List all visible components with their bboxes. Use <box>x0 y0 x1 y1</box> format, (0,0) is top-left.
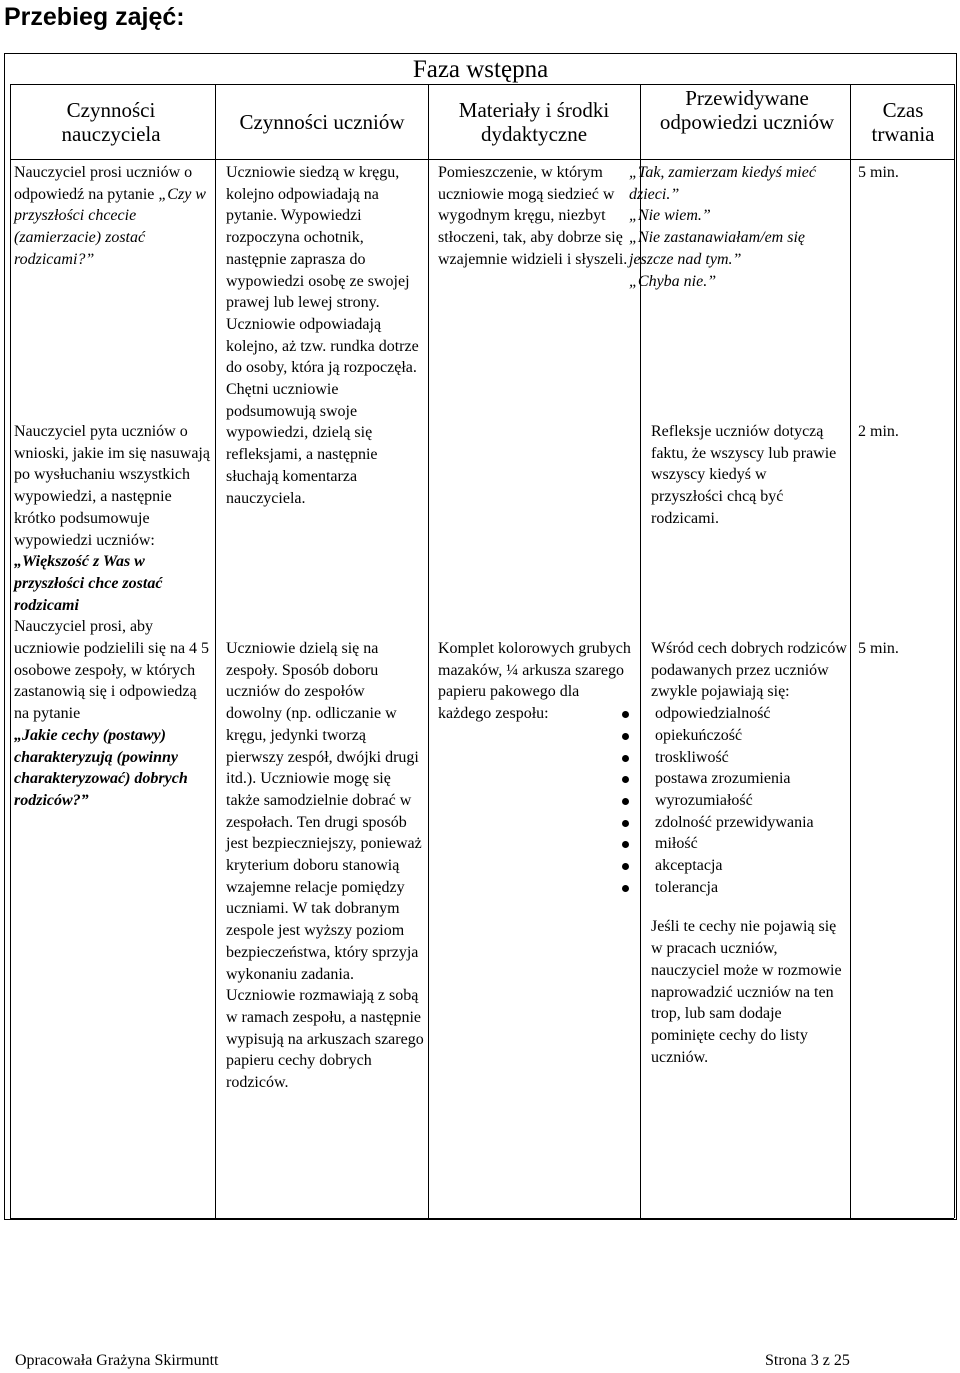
time-cell-1: 5 min. <box>858 164 899 181</box>
answers-text: Refleksje uczniów dotyczą faktu, że wszyscy lub prawie wszyscy kiedyś w przyszłości chcą być rodzicami. <box>651 423 837 527</box>
header-materials: Materiały i środki dydaktyczne <box>458 98 610 146</box>
list-item: opiekuńczość <box>635 725 847 747</box>
students-cell-1 <box>226 162 424 509</box>
list-item: miłość <box>635 833 847 855</box>
page-heading: Przebieg zajęć: <box>4 3 185 31</box>
answers-cell-1 <box>629 162 847 302</box>
teacher-text: Nauczyciel pyta uczniów o wnioski, jakie im się nasuwają po wysłuchaniu wszystkich wypowiedzi, a następnie krótko podsumowuje wypowiedzi uczniów: <box>14 423 210 549</box>
footer-author: Opracowała Grażyna Skirmuntt <box>15 1352 219 1369</box>
grid-line <box>10 84 954 85</box>
materials-cell-3 <box>438 638 634 725</box>
section-title: Faza wstępna <box>412 56 549 83</box>
teacher-question: „Jakie cechy (postawy) charakteryzują (powinny charakteryzować) dobrych rodziców?” <box>14 726 188 809</box>
grid-line <box>10 1218 954 1219</box>
footer-page-number: Strona 3 z 25 <box>765 1352 850 1369</box>
grid-line <box>10 159 954 160</box>
teacher-question: „Czy w przyszłości chcecie (zamierzacie) zostać rodzicami?” <box>14 185 206 268</box>
grid-line <box>10 84 11 1218</box>
answer-item: „Nie zastanawiałam/em się jeszcze nad tym.” <box>629 229 806 268</box>
teacher-summary: „Większość z Was w przyszłości chce zostać rodzicami <box>14 553 163 614</box>
grid-line <box>850 84 851 1218</box>
grid-line <box>954 84 955 1218</box>
header-expected-answers: Przewidywane odpowiedzi uczniów <box>659 86 835 134</box>
answer-item: „Tak, zamierzam kiedyś mieć dzieci.” <box>629 164 816 203</box>
answers-outro: Jeśli te cechy nie pojawią się w pracach uczniów, nauczyciel może w rozmowie naprowadzić uczniów na ten trop, lub sam dodaje pominięte cechy do listy uczniów. <box>651 918 842 1066</box>
list-item: troskliwość <box>635 747 847 769</box>
teacher-cell-2 <box>14 421 212 812</box>
answers-cell-2 <box>651 421 841 530</box>
answers-cell-3 <box>651 638 847 1068</box>
answers-intro: Wśród cech dobrych rodziców podawanych przez uczniów zwykle pojawiają się: <box>651 640 847 701</box>
header-teacher-activities: Czynności nauczyciela <box>61 98 161 146</box>
header-duration: Czas trwania <box>871 98 935 146</box>
students-text: Chętni uczniowie podsumowują swoje wypowiedzi, dzielą się refleksjami, a następnie słuchają komentarza nauczyciela. <box>226 381 378 507</box>
list-item: wyrozumiałość <box>635 790 847 812</box>
materials-cell-1 <box>438 162 634 271</box>
traits-list <box>635 703 847 898</box>
list-item: odpowiedzialność <box>635 703 847 725</box>
time-cell-2: 2 min. <box>858 423 899 440</box>
header-student-activities: Czynności uczniów <box>239 110 405 134</box>
students-text: Uczniowie dzielą się na zespoły. Sposób doboru uczniów do zespołów dowolny (np. odliczanie w kręgu, jedynki tworzą pierwszy zespół, dwójki drugi itd.). Uczniowie mogę się także samodzielnie dobrać w zespołach. Ten drugi sposób jest bezpieczniejszy, ponieważ kryterium doboru stanowią wzajemne relacje pomiędzy uczniami. W tak dobranym zespole jest wyższy poziom bezpieczeństwa, który sprzyja wykonaniu zadania. Uczniowie rozmawiają z sobą w ramach zespołu, a następnie wypisują na arkuszach szarego papieru cechy dobrych rodziców. <box>226 640 424 1092</box>
grid-line <box>215 84 216 1218</box>
answer-item: „Chyba nie.” <box>629 272 717 290</box>
teacher-text: Nauczyciel prosi uczniów o odpowiedź na pytanie <box>14 164 193 203</box>
grid-line <box>428 84 429 1218</box>
list-item: tolerancja <box>635 877 847 899</box>
time-cell-3: 5 min. <box>858 640 899 657</box>
materials-text: Komplet kolorowych grubych mazaków, ¼ arkusza szarego papieru pakowego dla każdego zespołu: <box>438 640 631 723</box>
answer-item: „Nie wiem.” <box>629 207 711 225</box>
students-cell-3 <box>226 638 424 1094</box>
materials-text: Pomieszczenie, w którym uczniowie mogą siedzieć w wygodnym kręgu, niezbyt stłoczeni, tak, aby dobrze się wzajemnie widzieli i słyszeli. <box>438 164 628 268</box>
list-item: zdolność przewidywania <box>635 812 847 834</box>
list-item: akceptacja <box>635 855 847 877</box>
list-item: postawa zrozumienia <box>635 768 847 790</box>
teacher-cell-1 <box>14 162 212 271</box>
teacher-text: Nauczyciel prosi, aby uczniowie podzielili się na 4 5 osobowe zespoły, w których zastanowią się i odpowiedzą na pytanie <box>14 618 210 723</box>
students-text: Uczniowie siedzą w kręgu, kolejno odpowiadają na pytanie. Wypowiedzi rozpoczyna ochotnik, następnie zaprasza do wypowiedzi osobę ze swojej prawej lub lewej strony. Uczniowie odpowiadają kolejno, aż tzw. rundka dotrze do osoby, która ją rozpoczęła. <box>226 164 419 377</box>
